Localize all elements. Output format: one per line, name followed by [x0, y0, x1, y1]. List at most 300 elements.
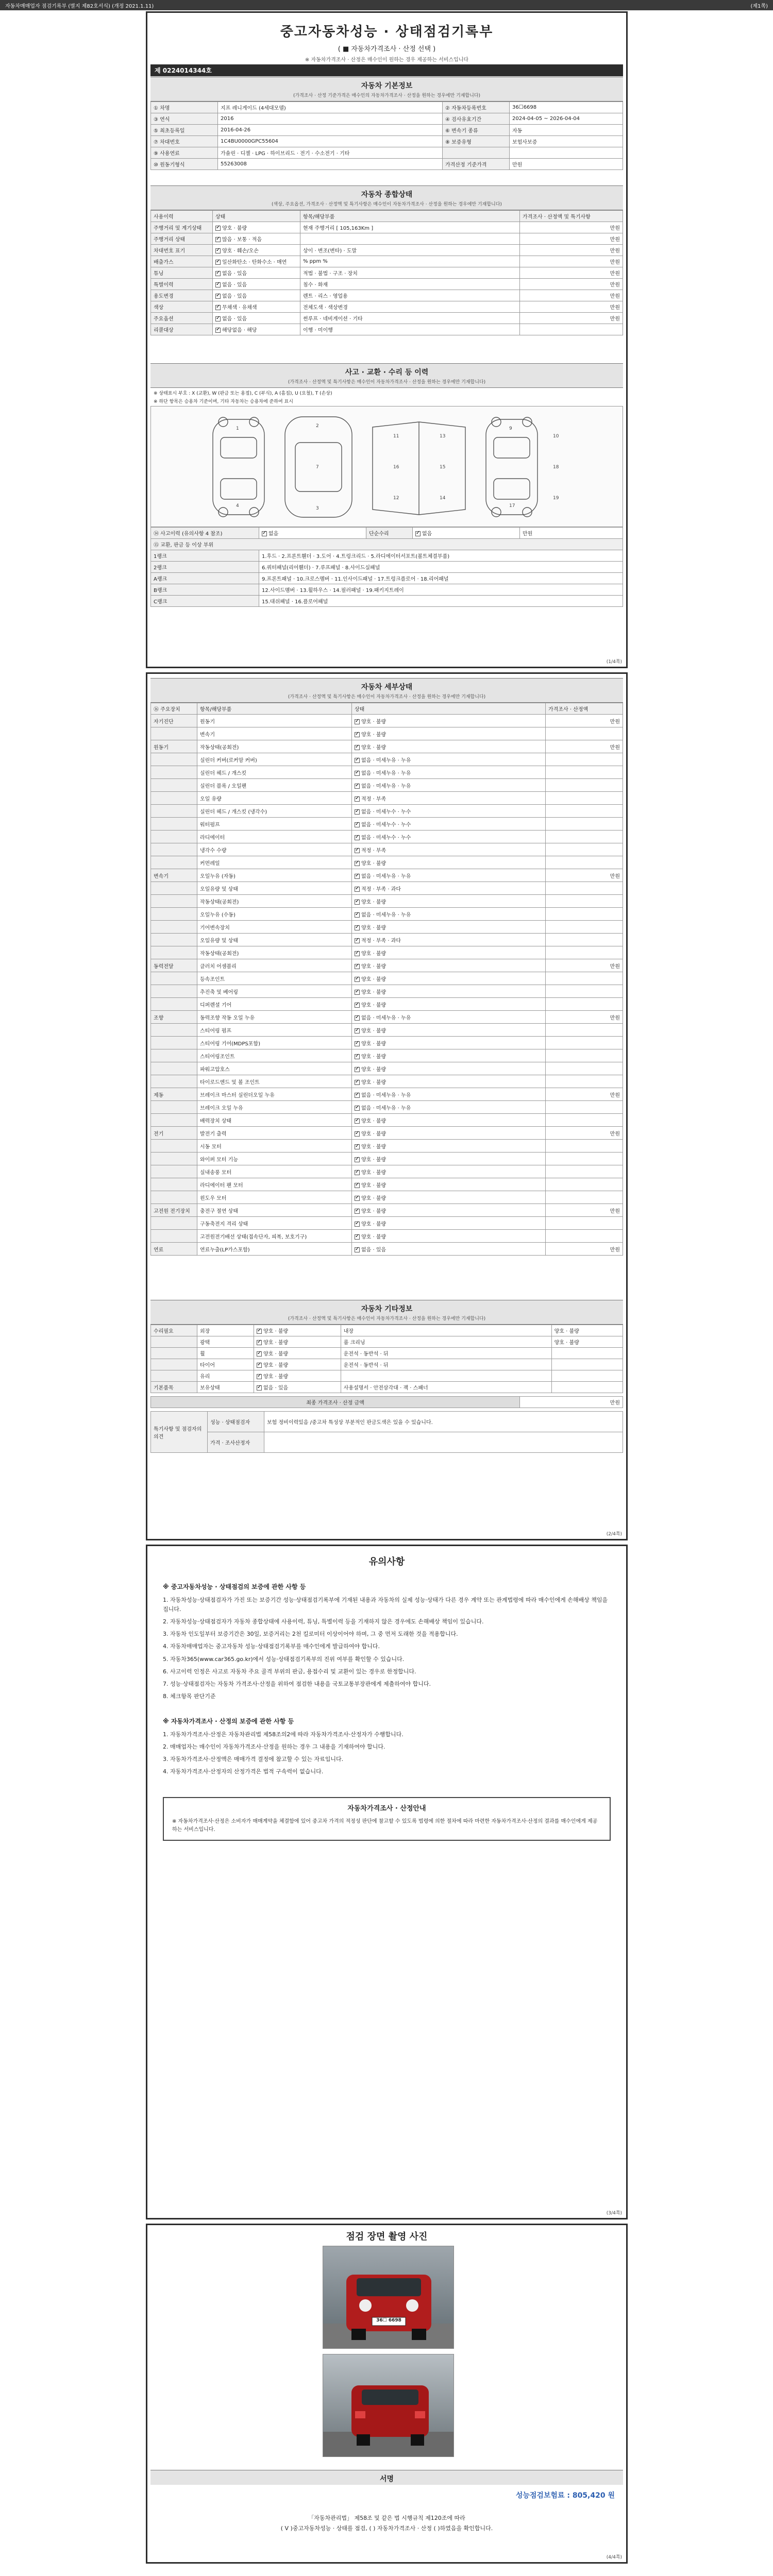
special-table — [150, 1411, 623, 1453]
other-state-checkbox[interactable] — [257, 1329, 262, 1334]
simple-repair-none-checkbox[interactable] — [415, 531, 421, 536]
detail-state-checkbox[interactable] — [355, 719, 360, 724]
detail-state-checkbox[interactable] — [355, 745, 360, 750]
detail-group — [151, 908, 197, 921]
detail-price: 만원 — [546, 1243, 623, 1256]
detail-item: 오일누유 (자동) — [197, 869, 352, 882]
detail-state: 양호 · 불량 — [361, 1144, 386, 1150]
page-3-mark: (3/4쪽) — [606, 2211, 622, 2216]
detail-state-checkbox[interactable] — [355, 964, 360, 969]
detail-row — [151, 1243, 623, 1256]
detail-item: 등속조인트 — [197, 972, 352, 985]
detail-state-cell — [352, 1037, 546, 1049]
detail-state-checkbox[interactable] — [355, 977, 360, 982]
detail-row — [151, 856, 623, 869]
overall-state-checkbox[interactable] — [215, 294, 221, 299]
detail-state-checkbox[interactable] — [355, 848, 360, 853]
detail-row — [151, 753, 623, 766]
other-table — [150, 1325, 623, 1393]
basic-info-row — [151, 136, 623, 147]
detail-state-cell — [352, 779, 546, 792]
overall-detail: 상이 · 변조(변타) · 도말 — [300, 245, 520, 256]
detail-group — [151, 1049, 197, 1062]
overall-state-checkbox[interactable] — [215, 237, 221, 242]
accident-legend2: ※ 하단 항목은 승용차 기준이며, 기타 자동차는 승용차에 준하여 표시 — [154, 399, 293, 404]
detail-state: 양호 · 불량 — [361, 1170, 386, 1176]
detail-state-cell — [352, 959, 546, 972]
other-row — [151, 1382, 623, 1393]
overall-header-col: 사용이력 — [151, 211, 213, 222]
overall-state-checkbox[interactable] — [215, 316, 221, 321]
detail-item: 충전구 절연 상태 — [197, 1204, 352, 1217]
detail-state: 없음 · 미세누유 · 누유 — [361, 770, 411, 776]
detail-state-checkbox[interactable] — [355, 951, 360, 956]
detail-group — [151, 1037, 197, 1049]
other-state-2 — [551, 1382, 623, 1393]
overall-header-col: 상태 — [213, 211, 300, 222]
svg-text:13: 13 — [440, 434, 446, 439]
overall-state-cell — [213, 222, 300, 233]
detail-row — [151, 1114, 623, 1127]
overall-detail: 현재 주행거리 [ 105,163Km ] — [300, 222, 520, 233]
detail-group: 조향 — [151, 1011, 197, 1024]
overall-price: 만원 — [520, 222, 623, 233]
detail-state-checkbox[interactable] — [355, 1118, 360, 1124]
detail-state-cell — [352, 1088, 546, 1101]
other-state-cell — [254, 1325, 341, 1336]
detail-state-checkbox[interactable] — [355, 784, 360, 789]
basic-value: 1C4BU0000GPC55604 — [218, 136, 443, 147]
overall-item: 배출가스 — [151, 256, 213, 267]
detail-state: 양호 · 불량 — [361, 1234, 386, 1240]
detail-row — [151, 727, 623, 740]
detail-state-checkbox[interactable] — [355, 1054, 360, 1059]
rankA-items: 9.프론트패널 · 10.크로스멤버 · 11.인사이드패널 · 17.트렁크플로어 · 18.리어패널 — [259, 573, 623, 584]
detail-state-checkbox[interactable] — [355, 732, 360, 737]
rankB-items: 12.사이드멤버 · 13.휠하우스 · 14.필러패널 · 19.패키지트레이 — [259, 584, 623, 596]
detail-item: 클러치 어셈블리 — [197, 959, 352, 972]
other-section — [150, 1300, 623, 1453]
detail-state-checkbox[interactable] — [355, 1080, 360, 1085]
detail-state-checkbox[interactable] — [355, 1067, 360, 1072]
detail-price — [546, 1178, 623, 1191]
final-price-label: 최종 가격조사 · 산정 금액 — [151, 1397, 520, 1408]
detail-item: 라디에이터 팬 모터 — [197, 1178, 352, 1191]
other-item-2: 운전석 · 동반석 · 뒤 — [341, 1348, 551, 1359]
overall-section — [150, 185, 623, 335]
detail-row — [151, 895, 623, 908]
detail-price — [546, 727, 623, 740]
note-item: 1. 자동차성능·상태점검자가 가진 또는 보증기간 성능·상태점검기록부에 기재된 내용과 자동차의 실제 성능·상태가 다른 경우 계약 또는 관계법령에 따라 매수인에게 손해배상 책임을 집니다. — [163, 1596, 608, 1613]
detail-state-checkbox[interactable] — [355, 1015, 360, 1021]
note-item: 8. 체크항목 판단기준 — [163, 1692, 216, 1700]
detail-sub: (가격조사 · 산정액 및 특기사항은 매수인이 자동차가격조사 · 산정을 원하는 경우에만 기재합니다) — [150, 693, 623, 703]
price-guide-text: ※ 자동차가격조사·산정은 소비자가 매매계약을 체결함에 있어 중고차 가격의 적정성 판단에 참고할 수 있도록 법령에 의한 절차에 따라 마련한 자동차가격조사·산정의 결과를 매수인에게 제공하는 서비스입니다. — [172, 1818, 598, 1833]
svg-text:9: 9 — [509, 426, 512, 431]
page-3 — [146, 1545, 628, 2219]
detail-state-checkbox[interactable] — [355, 1131, 360, 1137]
document-subtitle: ( ■ 자동차가격조사 · 산정 선택 ) — [338, 45, 436, 53]
basic-value: 2024-04-05 ~ 2026-04-04 — [510, 113, 623, 125]
detail-item: 워터펌프 — [197, 818, 352, 831]
other-state-cell — [254, 1370, 341, 1382]
detail-state-checkbox[interactable] — [355, 1209, 360, 1214]
detail-price — [546, 985, 623, 998]
other-state-checkbox[interactable] — [257, 1351, 262, 1357]
document-number: 제 0224014344호 — [150, 64, 623, 76]
detail-state-cell — [352, 727, 546, 740]
svg-text:18: 18 — [553, 465, 559, 470]
detail-state-checkbox[interactable] — [355, 990, 360, 995]
basic-key: 가격산정 기준가격 — [443, 159, 510, 170]
detail-row — [151, 1127, 623, 1140]
detail-state-checkbox[interactable] — [355, 835, 360, 840]
detail-table — [150, 703, 623, 1256]
accident-title: 사고 · 교환 · 수리 등 이력 — [150, 363, 623, 378]
other-state-cell — [254, 1348, 341, 1359]
detail-state: 양호 · 불량 — [361, 963, 386, 970]
basic-info-row — [151, 102, 623, 113]
detail-row — [151, 1037, 623, 1049]
other-state-checkbox[interactable] — [257, 1363, 262, 1368]
detail-group — [151, 1101, 197, 1114]
detail-state: 양호 · 불량 — [361, 951, 386, 957]
detail-item: 파워고압호스 — [197, 1062, 352, 1075]
detail-state-checkbox[interactable] — [355, 1247, 360, 1252]
detail-item: 브레이크 오일 누유 — [197, 1101, 352, 1114]
detail-state-checkbox[interactable] — [355, 1234, 360, 1240]
detail-item: 배력장치 상태 — [197, 1114, 352, 1127]
detail-price — [546, 779, 623, 792]
detail-state-checkbox[interactable] — [355, 1183, 360, 1188]
detail-item: 시동 모터 — [197, 1140, 352, 1153]
detail-item: 실린더 커버(로커암 커버) — [197, 753, 352, 766]
overall-state: 양호 · 훼손/오손 — [222, 248, 259, 254]
basic-info-table — [150, 101, 623, 170]
rankC-label: C랭크 — [151, 596, 259, 607]
other-state-cell — [254, 1336, 341, 1348]
detail-state-cell — [352, 715, 546, 727]
detail-price — [546, 1191, 623, 1204]
detail-group — [151, 1075, 197, 1088]
svg-text:7: 7 — [316, 465, 319, 470]
detail-group: 제동 — [151, 1088, 197, 1101]
overall-item: 차대번호 표기 — [151, 245, 213, 256]
special-label: 특기사항 및 점검자의 의견 — [151, 1412, 208, 1453]
basic-value: 보험사보증 — [510, 136, 623, 147]
detail-state: 없음 · 미세누수 · 누수 — [361, 822, 411, 828]
detail-item: 작동상태(공회전) — [197, 946, 352, 959]
overall-row — [151, 324, 623, 335]
detail-item: 실내송풍 모터 — [197, 1165, 352, 1178]
detail-group: 고전원 전기장치 — [151, 1204, 197, 1217]
detail-state-cell — [352, 908, 546, 921]
detail-state-cell — [352, 985, 546, 998]
car-outline-diagram — [151, 406, 623, 528]
overall-item: 용도변경 — [151, 290, 213, 301]
svg-text:10: 10 — [553, 434, 559, 439]
detail-state-cell — [352, 998, 546, 1011]
detail-state-checkbox[interactable] — [355, 861, 360, 866]
overall-row — [151, 222, 623, 233]
detail-state: 적정 · 부족 · 과다 — [361, 886, 401, 892]
rankA-label: A랭크 — [151, 573, 259, 584]
detail-state-checkbox[interactable] — [355, 758, 360, 763]
accident-section — [150, 363, 623, 607]
detail-item: 타이로드엔드 및 볼 조인트 — [197, 1075, 352, 1088]
detail-state-checkbox[interactable] — [355, 796, 360, 802]
detail-item: 실린더 블록 / 오일팬 — [197, 779, 352, 792]
other-state-2 — [551, 1359, 623, 1370]
detail-group: 동력전달 — [151, 959, 197, 972]
accident-table — [150, 527, 623, 607]
page-2-mark: (2/4쪽) — [606, 1532, 622, 1537]
detail-item: 스티어링 펌프 — [197, 1024, 352, 1037]
detail-row — [151, 1191, 623, 1204]
overall-state: 없음 · 있음 — [222, 271, 247, 277]
other-row — [151, 1370, 623, 1382]
detail-state: 양호 · 불량 — [361, 1028, 386, 1034]
basic-value: 만원 — [510, 159, 623, 170]
detail-state-checkbox[interactable] — [355, 1170, 360, 1175]
overall-row — [151, 233, 623, 245]
detail-item: 구동축전지 격리 상태 — [197, 1217, 352, 1230]
detail-state-checkbox[interactable] — [355, 925, 360, 930]
detail-state-cell — [352, 1217, 546, 1230]
detail-group — [151, 895, 197, 908]
other-state-checkbox[interactable] — [257, 1385, 262, 1391]
detail-state-checkbox[interactable] — [355, 1106, 360, 1111]
front-car-image — [323, 2246, 454, 2349]
detail-row — [151, 985, 623, 998]
detail-state-checkbox[interactable] — [355, 1196, 360, 1201]
detail-state-checkbox[interactable] — [355, 1157, 360, 1162]
rank2-label: 2랭크 — [151, 562, 259, 573]
insurance-fee: 성능점검보험료 : 805,420 원 — [515, 2492, 615, 2500]
detail-section — [150, 678, 623, 1256]
final-price-value: 만원 — [520, 1397, 623, 1408]
detail-price — [546, 908, 623, 921]
detail-state-cell — [352, 1230, 546, 1243]
detail-row — [151, 1101, 623, 1114]
basic-key: ⑩ 원동기형식 — [151, 159, 218, 170]
other-group — [151, 1370, 197, 1382]
detail-state-checkbox[interactable] — [355, 1028, 360, 1033]
overall-state-cell — [213, 279, 300, 290]
detail-state: 없음 · 미세누유 · 누유 — [361, 757, 411, 764]
other-state-checkbox[interactable] — [257, 1340, 262, 1345]
detail-state-cell — [352, 792, 546, 805]
detail-group — [151, 1140, 197, 1153]
overall-detail: 침수 · 화재 — [300, 279, 520, 290]
overall-item: 색상 — [151, 301, 213, 313]
detail-state: 양호 · 불량 — [361, 1079, 386, 1086]
detail-price: 만원 — [546, 869, 623, 882]
basic-info-row — [151, 159, 623, 170]
price-guide-title: 자동차가격조사 · 산정안내 — [347, 1805, 426, 1813]
detail-price: 만원 — [546, 1011, 623, 1024]
other-sub: (가격조사 · 산정액 및 특기사항은 매수인이 자동차가격조사 · 산정을 원하는 경우에만 기재합니다) — [150, 1315, 623, 1325]
overall-row — [151, 279, 623, 290]
overall-state-checkbox[interactable] — [215, 282, 221, 287]
overall-state-checkbox[interactable] — [215, 260, 221, 265]
detail-price — [546, 831, 623, 843]
detail-state: 양호 · 불량 — [361, 744, 386, 751]
detail-group — [151, 766, 197, 779]
detail-state-checkbox[interactable] — [355, 809, 360, 815]
other-item-2: 내장 — [341, 1325, 551, 1336]
detail-group — [151, 792, 197, 805]
detail-group — [151, 1114, 197, 1127]
rank1-label: 1랭크 — [151, 550, 259, 562]
overall-price: 만원 — [520, 290, 623, 301]
detail-state-cell — [352, 1101, 546, 1114]
footer-line-1: 「자동차관리법」 제58조 및 같은 법 시행규칙 제120조에 따라 — [308, 2515, 465, 2521]
detail-state-checkbox[interactable] — [355, 938, 360, 943]
overall-price: 만원 — [520, 267, 623, 279]
basic-key: ⑧ 보증유형 — [443, 136, 510, 147]
detail-row — [151, 1049, 623, 1062]
note-item: 3. 자동차 인도일부터 보증기간은 30일, 보증거리는 2천 킬로미터 이상이어야 하며, 그 중 먼저 도래한 것을 적용합니다. — [163, 1631, 458, 1638]
overall-detail: % ppm % — [300, 256, 520, 267]
other-state-cell — [254, 1382, 341, 1393]
detail-state-cell — [352, 869, 546, 882]
detail-group — [151, 831, 197, 843]
detail-group — [151, 972, 197, 985]
detail-state-checkbox[interactable] — [355, 771, 360, 776]
detail-state-checkbox[interactable] — [355, 1222, 360, 1227]
detail-state-cell — [352, 1191, 546, 1204]
basic-value: 지프 레니게이드 (4세대모델) — [218, 102, 443, 113]
detail-price — [546, 843, 623, 856]
overall-detail: 썬루프 · 네비게이션 · 기타 — [300, 313, 520, 324]
detail-price — [546, 856, 623, 869]
detail-group: 전기 — [151, 1127, 197, 1140]
detail-state: 없음 · 미세누유 · 누유 — [361, 1092, 411, 1098]
other-group — [151, 1359, 197, 1370]
overall-state-checkbox[interactable] — [215, 305, 221, 310]
detail-state-checkbox[interactable] — [355, 874, 360, 879]
rear-photo — [323, 2354, 454, 2457]
detail-state-checkbox[interactable] — [355, 887, 360, 892]
detail-row — [151, 882, 623, 895]
detail-item: 오일유량 및 상태 — [197, 882, 352, 895]
detail-state: 양호 · 불량 — [361, 732, 386, 738]
detail-price — [546, 1165, 623, 1178]
detail-row — [151, 805, 623, 818]
detail-price: 만원 — [546, 959, 623, 972]
detail-row — [151, 1204, 623, 1217]
detail-price — [546, 1049, 623, 1062]
detail-state-checkbox[interactable] — [355, 1041, 360, 1046]
detail-state-checkbox[interactable] — [355, 1003, 360, 1008]
accident-none-checkbox[interactable] — [262, 531, 267, 536]
detail-state: 양호 · 불량 — [361, 1221, 386, 1227]
basic-value: 자동 — [510, 125, 623, 136]
overall-state-checkbox[interactable] — [215, 248, 221, 253]
detail-state-checkbox[interactable] — [355, 900, 360, 905]
detail-state-cell — [352, 1114, 546, 1127]
detail-header-col: 상태 — [352, 703, 546, 715]
overall-row — [151, 256, 623, 267]
detail-item: 기어변속장치 — [197, 921, 352, 934]
detail-state-cell — [352, 1011, 546, 1024]
other-state-2: 양호 · 불량 — [551, 1336, 623, 1348]
other-state: 양호 · 불량 — [263, 1351, 289, 1357]
note-item: 4. 자동차가격조사·산정자의 산정가격은 법적 구속력이 없습니다. — [163, 1768, 324, 1775]
overall-state-cell — [213, 267, 300, 279]
other-state-checkbox[interactable] — [257, 1374, 262, 1379]
svg-text:12: 12 — [393, 496, 399, 501]
overall-detail: 적법 · 불법 · 구조 · 장치 — [300, 267, 520, 279]
detail-price: 만원 — [546, 740, 623, 753]
overall-state: 많음 · 보통 · 적음 — [222, 237, 262, 243]
overall-header-col: 가격조사 · 산정액 및 특기사항 — [520, 211, 623, 222]
detail-state-checkbox[interactable] — [355, 912, 360, 918]
detail-state-cell — [352, 946, 546, 959]
overall-price: 만원 — [520, 313, 623, 324]
detail-row — [151, 1217, 623, 1230]
detail-state: 없음 · 미세누수 · 누수 — [361, 835, 411, 841]
overall-state-checkbox[interactable] — [215, 226, 221, 231]
basic-key: ⑥ 변속기 종류 — [443, 125, 510, 136]
signature-section — [150, 2470, 623, 2532]
other-item-2 — [341, 1370, 551, 1382]
detail-state-checkbox[interactable] — [355, 822, 360, 827]
detail-row — [151, 843, 623, 856]
detail-price: 만원 — [546, 1088, 623, 1101]
detail-item: 발전기 출력 — [197, 1127, 352, 1140]
detail-state-checkbox[interactable] — [355, 1144, 360, 1149]
detail-row — [151, 972, 623, 985]
overall-row — [151, 301, 623, 313]
basic-key: ④ 검사유효기간 — [443, 113, 510, 125]
accident-legend: ※ 상태표시 부호 : X (교환), W (판금 또는 용접), C (부식), A (흠집), U (요철), T (손상) — [154, 391, 332, 396]
note-item: 4. 자동차매매업자는 중고자동차 성능·상태점검기록부를 매수인에게 발급하여야 합니다. — [163, 1643, 380, 1650]
detail-state: 없음 · 미세누유 · 누유 — [361, 873, 411, 879]
detail-row — [151, 934, 623, 946]
detail-state-cell — [352, 895, 546, 908]
overall-price: 만원 — [520, 256, 623, 267]
price-examiner-label: 가격 · 조사산정자 — [208, 1432, 264, 1453]
rankC-items: 15.대쉬패널 · 16.플로어패널 — [259, 596, 623, 607]
detail-state-cell — [352, 1178, 546, 1191]
detail-state: 양호 · 불량 — [361, 989, 386, 995]
footer-line-2: ( Ⅴ )중고자동차성능 · 상태를 점검, ( ) 자동차가격조사 · 산정 ( )하였음을 확인합니다. — [280, 2525, 493, 2532]
note-item: 3. 자동차가격조사·산정액은 매매가격 결정에 참고할 수 있는 자료입니다. — [163, 1756, 344, 1763]
detail-row — [151, 831, 623, 843]
detail-state-cell — [352, 753, 546, 766]
detail-state-checkbox[interactable] — [355, 1093, 360, 1098]
detail-group — [151, 1165, 197, 1178]
detail-price — [546, 1217, 623, 1230]
other-row — [151, 1325, 623, 1336]
detail-group — [151, 1191, 197, 1204]
overall-state-checkbox[interactable] — [215, 271, 221, 276]
top-bar-left: 자동차매매업자 점검기록부 (별지 제82호서식) (개정 2021.1.11) — [5, 3, 154, 9]
detail-row — [151, 1140, 623, 1153]
detail-group: 자기진단 — [151, 715, 197, 727]
detail-price — [546, 1062, 623, 1075]
detail-state: 없음 · 미세누유 · 누유 — [361, 912, 411, 918]
overall-state-checkbox[interactable] — [215, 328, 221, 333]
detail-row — [151, 869, 623, 882]
simple-repair-label: 단순수리 — [366, 528, 413, 539]
detail-row — [151, 946, 623, 959]
svg-text:16: 16 — [393, 465, 399, 470]
basic-info-title: 자동차 기본정보 — [150, 77, 623, 92]
detail-item: 스티어링 기어(MDPS포함) — [197, 1037, 352, 1049]
